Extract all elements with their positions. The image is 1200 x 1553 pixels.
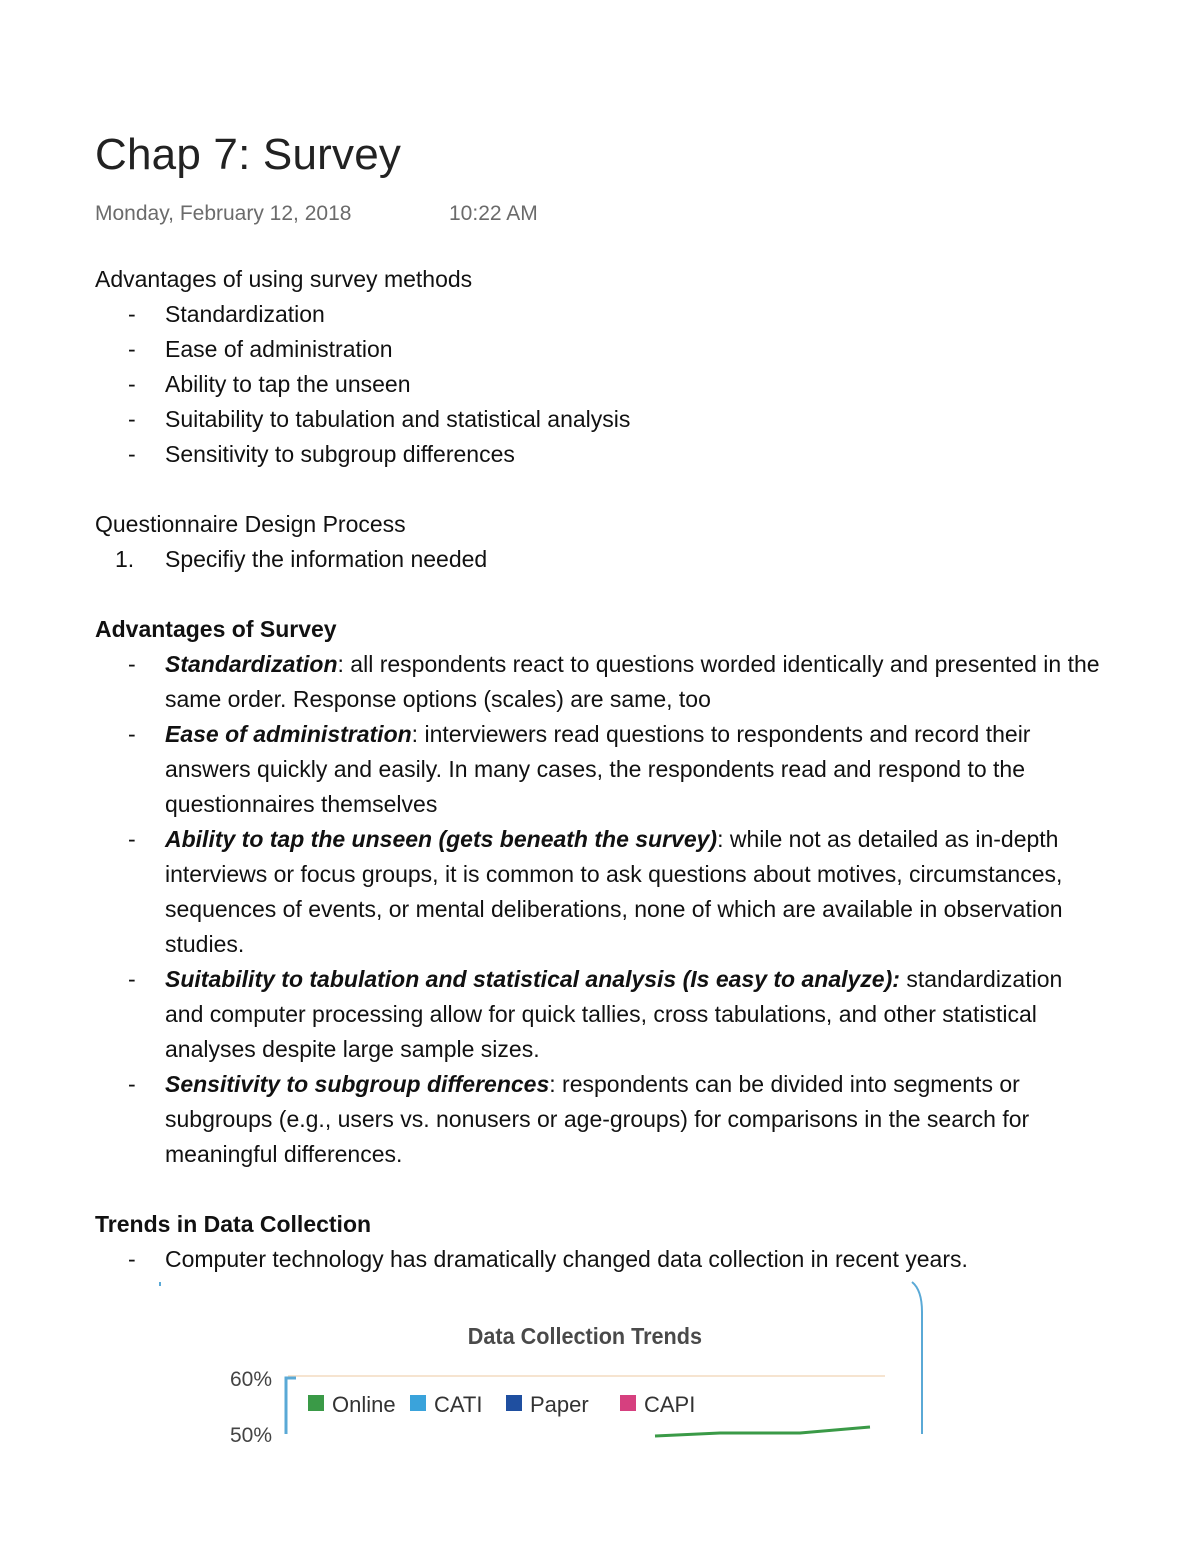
list-item [95, 437, 1105, 472]
section-heading: Questionnaire Design Process [95, 511, 406, 537]
series-line-online [655, 1427, 870, 1436]
list-item [95, 332, 1105, 367]
legend-swatch-capi [620, 1395, 636, 1411]
list-item [95, 1242, 1105, 1277]
section-heading: Advantages of using survey methods [95, 266, 473, 292]
list-item [95, 402, 1105, 437]
list-item [95, 822, 1105, 962]
dash-bullet: - [128, 966, 136, 992]
y-tick-label: 50% [229, 1424, 272, 1447]
term-separator: : [411, 721, 425, 747]
definition: interviewers read questions to respondents and record their answers quickly and easily. In many cases, the respondents read and respond to the questionnaires themselves [165, 721, 1031, 817]
term-separator: : [337, 651, 351, 677]
chart-series [655, 1427, 870, 1436]
list-item [95, 1067, 1105, 1172]
list-item-text: Standardization [165, 301, 325, 327]
note-time: 10:22 AM [449, 202, 538, 225]
legend-label-online: Online [332, 1392, 396, 1417]
legend-swatch-paper [506, 1395, 522, 1411]
list-item [95, 367, 1105, 402]
dash-bullet: - [128, 1071, 136, 1097]
definition: all respondents react to questions worded identically and presented in the same order. Response options (scales) are same, too [165, 651, 1100, 712]
dash-bullet: - [128, 826, 136, 852]
trends-list [95, 1242, 1105, 1277]
chart-title: Data Collection Trends [467, 1323, 702, 1350]
legend-swatch-cati [410, 1395, 426, 1411]
chart-legend [308, 1392, 695, 1417]
y-tick-label: 60% [229, 1368, 272, 1391]
dash-bullet: - [128, 406, 136, 432]
legend-label-capi: CAPI [644, 1392, 696, 1417]
section-heading: Advantages of Survey [95, 616, 337, 642]
list-item-text: Sensitivity to subgroup differences [165, 441, 515, 467]
legend-label-cati: CATI [434, 1392, 483, 1417]
term: Ease of administration [165, 721, 412, 747]
dash-bullet: - [128, 336, 136, 362]
list-item [95, 542, 1105, 577]
term-separator: : [549, 1071, 563, 1097]
dash-bullet: - [128, 721, 136, 747]
term: Standardization [165, 651, 338, 677]
list-item-text: Computer technology has dramatically changed data collection in recent years. [165, 1246, 968, 1272]
definition: standardization and computer processing allow for quick tallies, cross tabulations, and other statistical analyses despite large sample sizes. [165, 966, 1063, 1062]
definition: while not as detailed as in-depth interviews or focus groups, it is common to ask questions about motives, circumstances, sequences of events, or mental deliberations, none of which are available in observation studies. [165, 826, 1063, 957]
list-item [95, 647, 1105, 717]
dash-bullet: - [128, 301, 136, 327]
list-item [95, 962, 1105, 1067]
list-item-text: Specifiy the information needed [165, 546, 488, 572]
note-date: Monday, February 12, 2018 [95, 202, 352, 225]
dash-bullet: - [128, 371, 136, 397]
term: Sensitivity to subgroup differences [165, 1071, 550, 1097]
advantages-list [95, 297, 1105, 472]
section-heading: Trends in Data Collection [95, 1211, 372, 1237]
list-item [95, 297, 1105, 332]
legend-label-paper: Paper [530, 1392, 589, 1417]
note-body[interactable] [95, 262, 1105, 1277]
survey-advantages-list [95, 647, 1105, 1172]
note-timestamp [95, 202, 538, 226]
dash-bullet: - [128, 1246, 136, 1272]
legend-swatch-online [308, 1395, 324, 1411]
design-process-list [95, 542, 1105, 577]
list-item [95, 717, 1105, 822]
dash-bullet: - [128, 651, 136, 677]
chart-canvas [160, 1282, 925, 1447]
list-item-text: Ability to tap the unseen [165, 371, 411, 397]
term: Suitability to tabulation and statistical analysis (Is easy to analyze): [165, 966, 900, 992]
number-marker: 1. [115, 546, 135, 572]
list-item-text: Ease of administration [165, 336, 393, 362]
image-frame-edge [912, 1282, 922, 1434]
page-title: Chap 7: Survey [95, 130, 402, 179]
legend-bracket [286, 1378, 296, 1434]
definition: respondents can be divided into segments or subgroups (e.g., users vs. nonusers or age-groups) for comparisons in the search for meaningful differences. [165, 1071, 1030, 1167]
embedded-chart-image[interactable] [160, 1282, 925, 1447]
term-separator: : [717, 826, 730, 852]
list-item-text: Suitability to tabulation and statistical analysis [165, 406, 631, 432]
term: Ability to tap the unseen (gets beneath the survey) [165, 826, 718, 852]
dash-bullet: - [128, 441, 136, 467]
